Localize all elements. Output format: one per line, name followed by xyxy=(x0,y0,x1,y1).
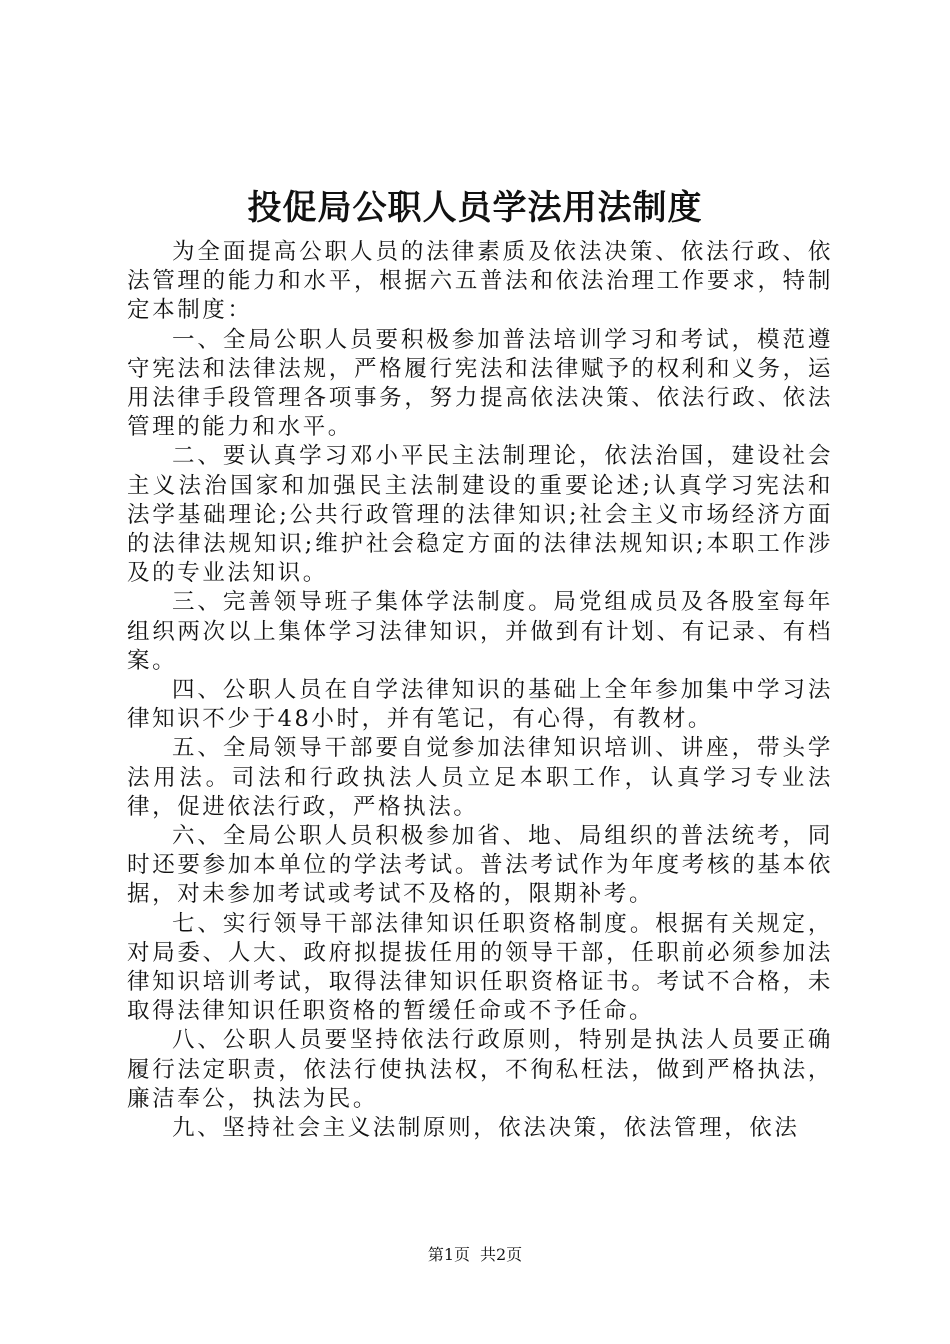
paragraph-intro: 为全面提高公职人员的法律素质及依法决策、依法行政、依法管理的能力和水平，根据六五普法和依法治理工作要求，特制定本制度： xyxy=(127,239,833,324)
paragraph-2: 二、要认真学习邓小平民主法制理论，依法治国，建设社会主义法治国家和加强民主法制建设的重要论述;认真学习宪法和法学基础理论;公共行政管理的法律知识;社会主义市场经济方面的法律法规知识;维护社会稳定方面的法律法规知识;本职工作涉及的专业法知识。 xyxy=(127,443,833,587)
page-number: 第1页 xyxy=(427,1245,470,1264)
paragraph-5: 五、全局领导干部要自觉参加法律知识培训、讲座，带头学法用法。司法和行政执法人员立足本职工作，认真学习专业法律，促进依法行政，严格执法。 xyxy=(127,735,833,820)
paragraph-4: 四、公职人员在自学法律知识的基础上全年参加集中学习法律知识不少于48小时，并有笔记，有心得，有教材。 xyxy=(127,677,833,733)
page-total: 共2页 xyxy=(480,1245,523,1264)
paragraph-7: 七、实行领导干部法律知识任职资格制度。根据有关规定，对局委、人大、政府拟提拔任用的领导干部，任职前必须参加法律知识培训考试，取得法律知识任职资格证书。考试不合格，未取得法律知识任职资格的暂缓任命或不予任命。 xyxy=(127,910,833,1025)
paragraph-3: 三、完善领导班子集体学法制度。局党组成员及各股室每年组织两次以上集体学习法律知识，并做到有计划、有记录、有档案。 xyxy=(127,589,833,674)
paragraph-1: 一、全局公职人员要积极参加普法培训学习和考试，模范遵守宪法和法律法规，严格履行宪法和法律赋予的权利和义务，运用法律手段管理各项事务，努力提高依法决策、依法行政、依法管理的能力和水平。 xyxy=(127,326,833,441)
document-title: 投促局公职人员学法用法制度 xyxy=(247,188,703,228)
paragraph-9: 九、坚持社会主义法制原则，依法决策，依法管理，依法 xyxy=(172,1115,800,1142)
paragraph-8: 八、公职人员要坚持依法行政原则，特别是执法人员要正确履行法定职责，依法行使执法权，不徇私枉法，做到严格执法，廉洁奉公，执法为民。 xyxy=(127,1027,833,1112)
paragraph-6: 六、全局公职人员积极参加省、地、局组织的普法统考，同时还要参加本单位的学法考试。普法考试作为年度考核的基本依据，对未参加考试或考试不及格的，限期补考。 xyxy=(127,823,833,908)
document-body xyxy=(127,238,833,1143)
page-footer xyxy=(0,1244,950,1266)
